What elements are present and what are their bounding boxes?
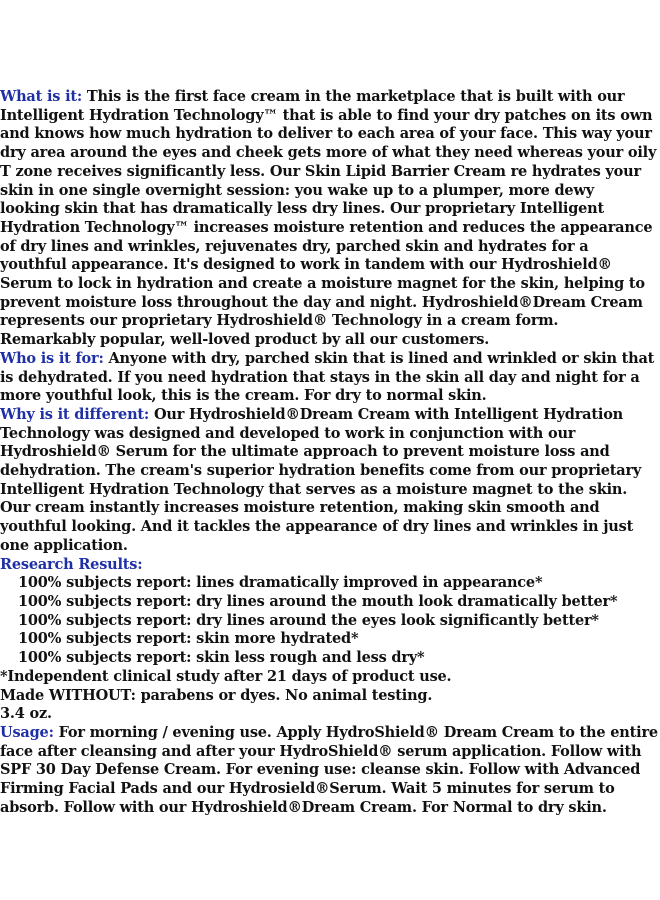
why-different-label: Why is it different: bbox=[0, 405, 150, 423]
why-different-text: Our Hydroshield®Dream Cream with Intelligent Hydration Technology was designed and developed to work in conjunction with our Hydroshield® Serum for the ultimate approach to prevent moisture loss and dehydration. The cream's superior hydration benefits come from our proprietary Intelligent Hydration Technology that serves as a moisture magnet to the skin. Our cream instantly increases moisture retention, making skin smooth and youthful looking. And it tackles the appearance of dry lines and wrinkles in just one application. bbox=[0, 405, 642, 554]
research-result-item: 100% subjects report: lines dramatically improved in appearance* bbox=[18, 574, 543, 592]
study-footnote: *Independent clinical study after 21 days of product use. bbox=[0, 667, 452, 685]
research-results-heading: Research Results: bbox=[0, 555, 143, 573]
research-result-item: 100% subjects report: dry lines around the mouth look dramatically better* bbox=[18, 592, 618, 610]
what-is-it-text: This is the first face cream in the marketplace that is built with our Intelligent Hydration Technology™ that is able to find your dry patches on its own and knows how much hydration to deliver to each area of your face. This way your dry area around the eyes and cheek gets more of what they need whereas your oily T zone receives significantly less. Our Skin Lipid Barrier Cream re hydrates your skin in one single overnight session: you wake up to a plumper, more dewy looking skin that has dramatically less dry lines. Our proprietary Intelligent Hydration Technology™ increases moisture retention and reduces the appearance of dry lines and wrinkles, rejuvenates dry, parched skin and hydrates for a youthful appearance. It's designed to work in tandem with our Hydroshield® Serum to lock in hydration and create a moisture magnet for the skin, helping to prevent moisture loss throughout the day and night. Hydroshield®Dream Cream represents our proprietary Hydroshield® Technology in a cream form. bbox=[0, 88, 657, 330]
made-without-line: Made WITHOUT: parabens or dyes. No animal testing. bbox=[0, 686, 433, 704]
research-result-item: 100% subjects report: skin more hydrated* bbox=[18, 630, 359, 648]
research-result-item: 100% subjects report: dry lines around the eyes look significantly better* bbox=[18, 611, 599, 629]
product-description bbox=[0, 88, 658, 817]
product-size: 3.4 oz. bbox=[0, 705, 52, 723]
what-is-it-paragraph bbox=[0, 88, 658, 331]
research-result-item: 100% subjects report: skin less rough and less dry* bbox=[18, 649, 425, 667]
what-is-it-label: What is it: bbox=[0, 88, 83, 105]
who-is-it-for-text: Anyone with dry, parched skin that is lined and wrinkled or skin that is dehydrated. If you need hydration that stays in the skin all day and night for a more youthful look, this is the cream. For dry to normal skin. bbox=[0, 349, 655, 405]
usage-label: Usage: bbox=[0, 723, 54, 741]
usage-text: For morning / evening use. Apply HydroShield® Dream Cream to the entire face after cleansing and after your HydroShield® serum application. Follow with SPF 30 Day Defense Cream. For evening use: cleanse skin. Follow with Advanced Firming Facial Pads and our Hydrosield®Serum. Wait 5 minutes for serum to absorb. Follow with our Hydroshield®Dream Cream. For Normal to dry skin. bbox=[0, 723, 658, 816]
usage-paragraph bbox=[0, 724, 658, 818]
popularity-line: Remarkably popular, well-loved product by all our customers. bbox=[0, 331, 490, 349]
why-different-paragraph bbox=[0, 406, 658, 556]
who-is-it-for-label: Who is it for: bbox=[0, 349, 104, 367]
who-is-it-for-paragraph bbox=[0, 350, 658, 406]
